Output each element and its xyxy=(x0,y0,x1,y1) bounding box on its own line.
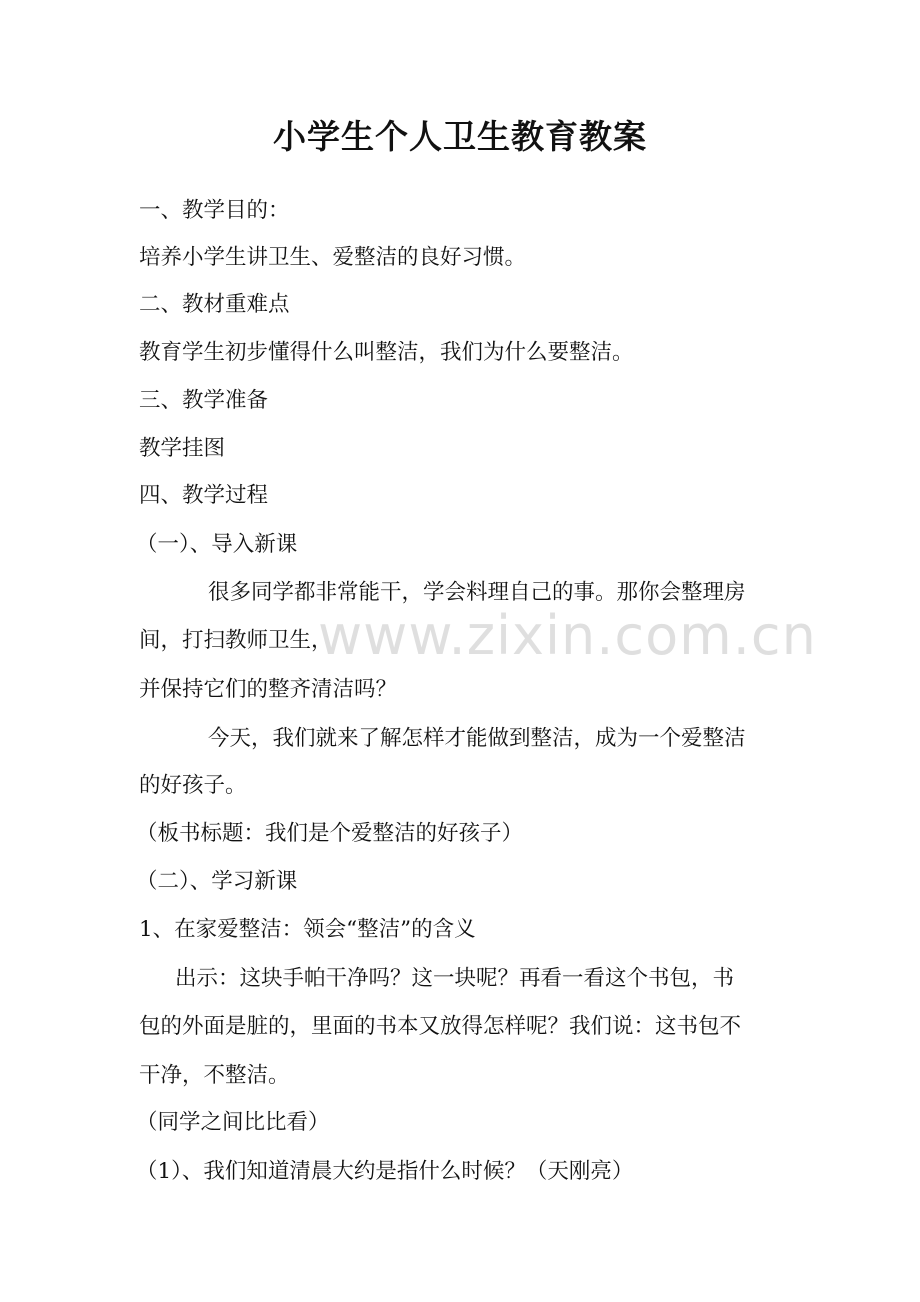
paragraph-line: 培养小学生讲卫生、爱整洁的良好习惯。 xyxy=(139,245,527,270)
subsection-heading: （一）、导入新课 xyxy=(136,532,298,557)
section-heading-process: 四、教学过程 xyxy=(139,483,269,508)
paragraph-line: 的好孩子。 xyxy=(139,773,247,798)
section-heading-key-points: 二、教材重难点 xyxy=(139,292,290,317)
paragraph-line: （板书标题：我们是个爱整洁的好孩子） xyxy=(136,821,524,846)
paragraph-line: 包的外面是脏的，里面的书本又放得怎样呢？我们说：这书包不 xyxy=(139,1014,742,1039)
paragraph-line: 出示：这块手帕干净吗？这一块呢？再看一看这个书包，书 xyxy=(175,966,735,991)
paragraph-line: 今天，我们就来了解怎样才能做到整洁，成为一个爱整洁 xyxy=(208,726,746,751)
paragraph-line: 间，打扫教师卫生， xyxy=(139,628,333,653)
paragraph-line: 干净，不整洁。 xyxy=(139,1063,290,1088)
paragraph-line: 很多同学都非常能干，学会料理自己的事。那你会整理房 xyxy=(208,580,746,605)
paragraph-line: 1、在家爱整洁：领会“整洁”的含义 xyxy=(139,917,476,942)
paragraph-line: （1）、我们知道清晨大约是指什么时候？（天刚亮） xyxy=(136,1159,634,1184)
paragraph-line: 教育学生初步懂得什么叫整洁，我们为什么要整洁。 xyxy=(139,340,634,365)
section-heading-objectives: 一、教学目的： xyxy=(139,198,290,223)
paragraph-line: （同学之间比比看） xyxy=(136,1110,330,1135)
paragraph-line: 教学挂图 xyxy=(139,436,226,461)
watermark: www.zixin.com.cn xyxy=(318,604,817,667)
section-heading-preparation: 三、教学准备 xyxy=(139,388,269,413)
document-title: 小学生个人卫生教育教案 xyxy=(273,117,647,156)
subsection-heading: （二）、学习新课 xyxy=(136,869,298,894)
paragraph-line: 并保持它们的整齐清洁吗？ xyxy=(139,677,398,702)
